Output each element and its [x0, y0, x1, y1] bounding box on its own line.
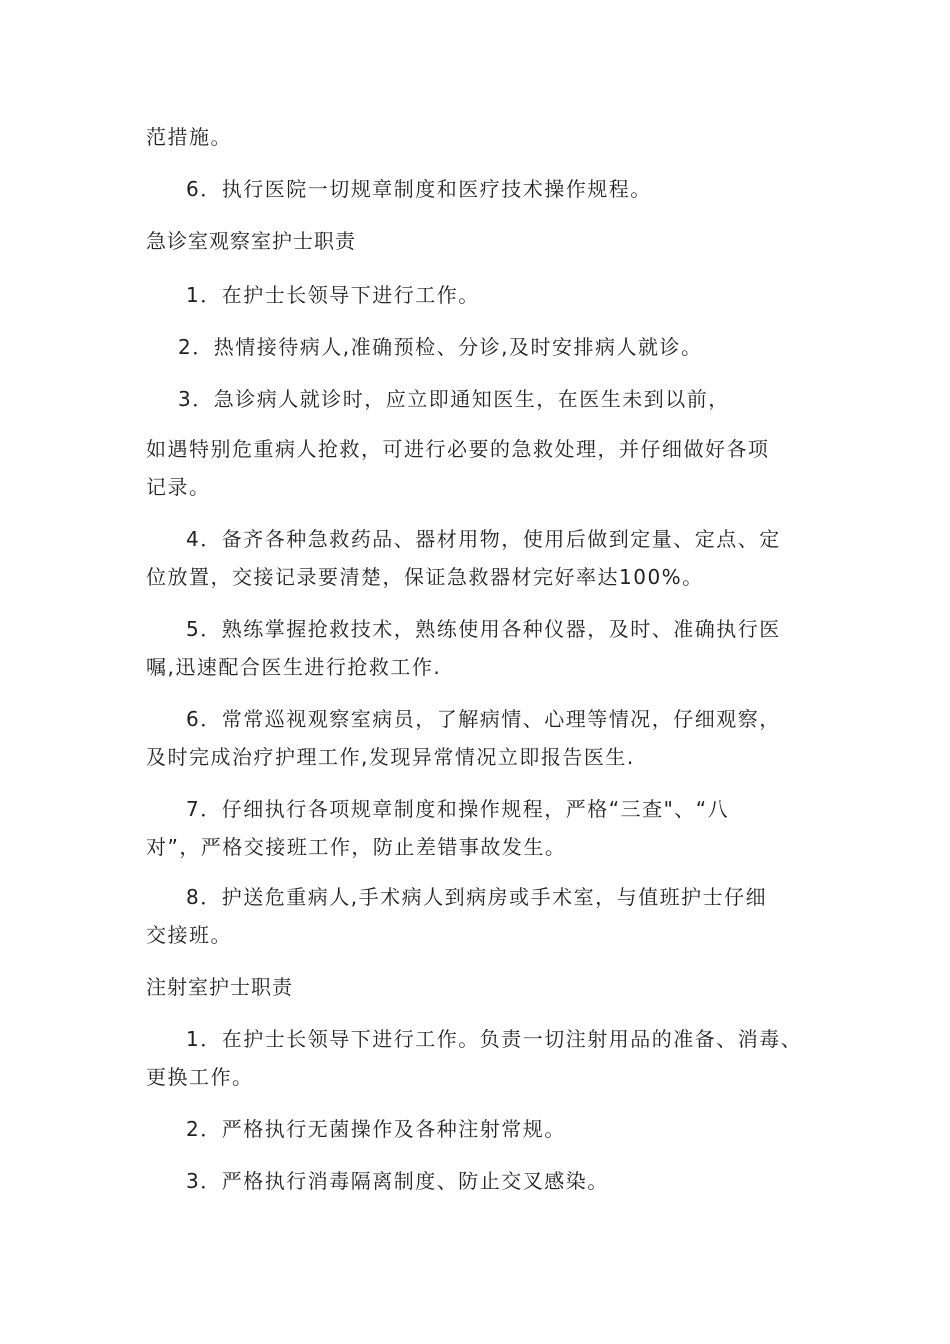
text-line: 1．在护士长领导下进行工作。	[186, 283, 480, 307]
text-line: 3．急诊病人就诊时，应立即通知医生，在医生未到以前，	[178, 387, 730, 411]
text-line: 5．熟练掌握抢救技术，熟练使用各种仪器，及时、准确执行医	[186, 617, 781, 641]
text-line: 及时完成治疗护理工作,发现异常情况立即报告医生.	[146, 745, 635, 769]
text-line: 8．护送危重病人,手术病人到病房或手术室，与值班护士仔细	[186, 885, 768, 909]
text-line: 6．常常巡视观察室病员，了解病情、心理等情况，仔细观察，	[186, 707, 781, 731]
text-line: 2．严格执行无菌操作及各种注射常规。	[186, 1117, 566, 1141]
text-line: 3．严格执行消毒隔离制度、防止交叉感染。	[186, 1169, 609, 1193]
text-line: 交接班。	[146, 923, 232, 947]
text-line: 对”，严格交接班工作，防止差错事故发生。	[146, 835, 567, 859]
section-heading: 注射室护士职责	[146, 975, 293, 999]
text-line: 更换工作。	[146, 1065, 254, 1089]
section-heading: 急诊室观察室护士职责	[146, 229, 356, 253]
text-line: 嘱,迅速配合医生进行抢救工作.	[146, 655, 442, 679]
text-line: 记录。	[146, 475, 211, 499]
text-line: 如遇特别危重病人抢救，可进行必要的急救处理，并仔细做好各项	[146, 437, 770, 461]
text-line: 6．执行医院一切规章制度和医疗技术操作规程。	[186, 177, 652, 201]
text-line: 4．备齐各种急救药品、器材用物，使用后做到定量、定点、定	[186, 527, 781, 551]
text-line: 位放置，交接记录要清楚，保证急救器材完好率达100%。	[146, 565, 704, 589]
text-line: 1．在护士长领导下进行工作。负责一切注射用品的准备、消毒、	[186, 1027, 803, 1051]
text-line: 2．热情接待病人,准确预检、分诊,及时安排病人就诊。	[178, 335, 703, 359]
text-line: 7．仔细执行各项规章制度和操作规程，严格“三查"、“八	[186, 797, 730, 821]
text-line: 范措施。	[146, 125, 232, 149]
